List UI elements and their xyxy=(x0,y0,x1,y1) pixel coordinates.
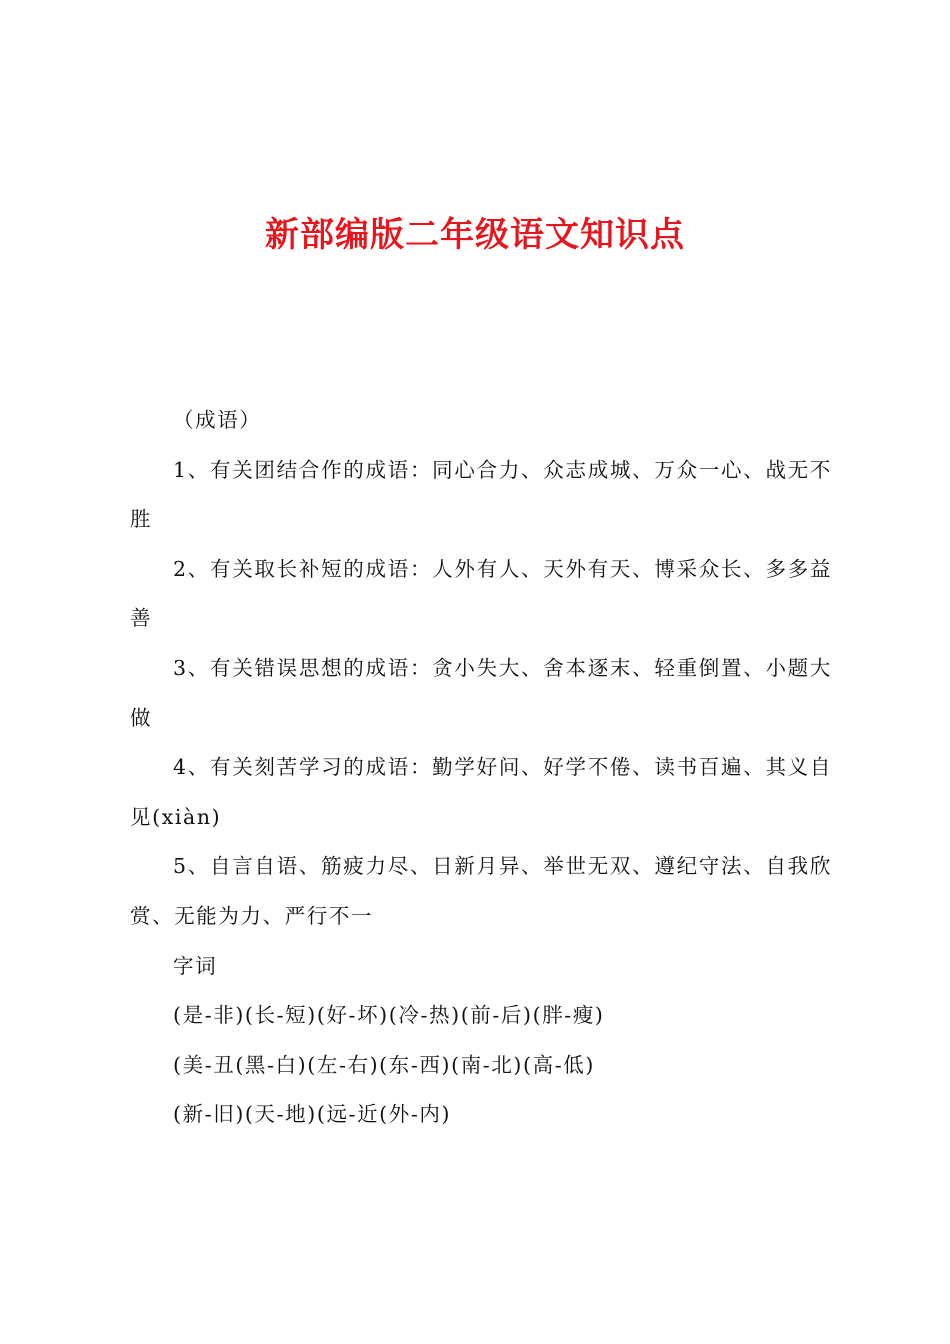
idiom-item-1: 1、有关团结合作的成语：同心合力、众志成城、万众一心、战无不胜 xyxy=(130,457,832,532)
idiom-item-5: 5、自言自语、筋疲力尽、日新月异、举世无双、遵纪守法、自我欣赏、无能为力、严行不一 xyxy=(130,854,832,928)
antonym-row-2: (美-丑(黑-白)(左-右)(东-西)(南-北)(高-低) xyxy=(173,1052,595,1077)
document-body xyxy=(130,396,832,1140)
document-title: 新部编版二年级语文知识点 xyxy=(265,215,685,255)
section-heading-idioms: （成语） xyxy=(173,408,262,432)
idiom-item-4: 4、有关刻苦学习的成语：勤学好问、好学不倦、读书百遍、其义自见(xiàn) xyxy=(130,755,832,829)
section-heading-words: 字词 xyxy=(173,953,218,978)
idiom-item-3: 3、有关错误思想的成语：贪小失大、舍本逐末、轻重倒置、小题大做 xyxy=(130,655,832,730)
antonym-row-3: (新-旧)(天-地)(远-近(外-内) xyxy=(173,1102,452,1127)
idiom-item-2: 2、有关取长补短的成语：人外有人、天外有天、博采众长、多多益善 xyxy=(130,556,832,631)
antonym-row-1: (是-非)(长-短)(好-坏)(冷-热)(前-后)(胖-瘦) xyxy=(173,1003,605,1028)
